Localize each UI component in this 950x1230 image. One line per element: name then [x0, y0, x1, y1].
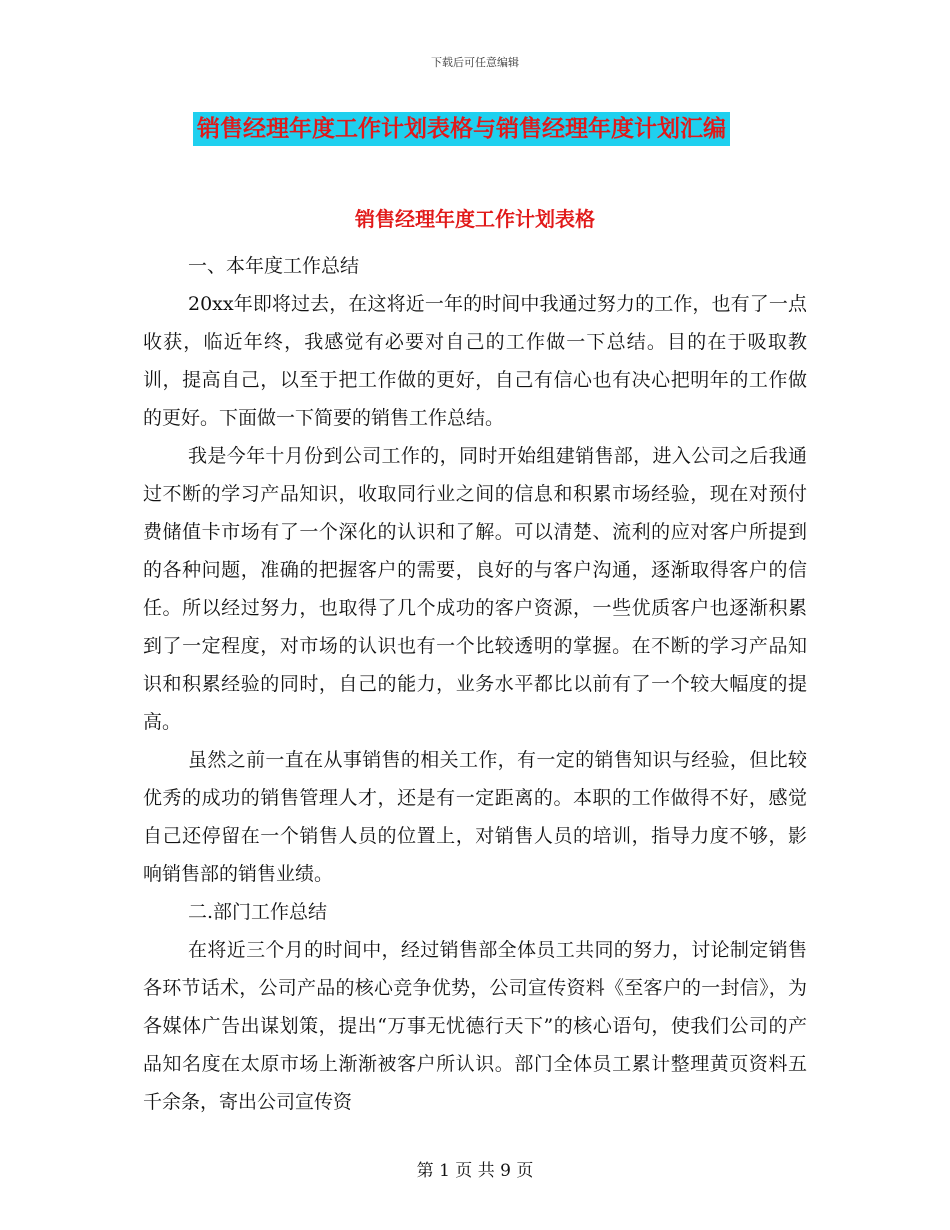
heading-annual-summary: 一、本年度工作总结: [188, 255, 360, 277]
paragraph: 我是今年十月份到公司工作的，同时开始组建销售部，进入公司之后我通过不断的学习产品知识，收取同行业之间的信息和积累市场经验，现在对预付费储值卡市场有了一个深化的认识和了解。可以清楚、流利的应对客户所提到的各种问题，准确的把握客户的需要，良好的与客户沟通，逐渐取得客户的信任。所以经过努力，也取得了几个成功的客户资源，一些优质客户也逐渐积累到了一定程度，对市场的认识也有一个比较透明的掌握。在不断的学习产品知识和积累经验的同时，自己的能力，业务水平都比以前有了一个较大幅度的提高。: [143, 445, 807, 733]
heading-department-summary: 二.部门工作总结: [188, 901, 328, 923]
header-note: 下载后可任意编辑: [431, 56, 519, 69]
document-body: [143, 247, 807, 1121]
paragraph: 在将近三个月的时间中，经过销售部全体员工共同的努力，讨论制定销售各环节话术，公司产品的核心竞争优势，公司宣传资料《至客户的一封信》，为各媒体广告出谋划策，提出“万事无忧德行天下”的核心语句，使我们公司的产品知名度在太原市场上渐渐被客户所认识。部门全体员工累计整理黄页资料五千余条，寄出公司宣传资: [143, 939, 807, 1113]
paragraph: 虽然之前一直在从事销售的相关工作，有一定的销售知识与经验，但比较优秀的成功的销售管理人才，还是有一定距离的。本职的工作做得不好，感觉自己还停留在一个销售人员的位置上，对销售人员的培训，指导力度不够，影响销售部的销售业绩。: [143, 749, 807, 885]
paragraph: 20xx年即将过去，在这将近一年的时间中我通过努力的工作，也有了一点收获，临近年终，我感觉有必要对自己的工作做一下总结。目的在于吸取教训，提高自己，以至于把工作做的更好，自己有信心也有决心把明年的工作做的更好。下面做一下简要的销售工作总结。: [143, 293, 807, 429]
section-title: 销售经理年度工作计划表格: [355, 207, 595, 231]
page-number-footer: 第 1 页 共 9 页: [416, 1161, 534, 1181]
document-title: 销售经理年度工作计划表格与销售经理年度计划汇编: [193, 112, 730, 146]
